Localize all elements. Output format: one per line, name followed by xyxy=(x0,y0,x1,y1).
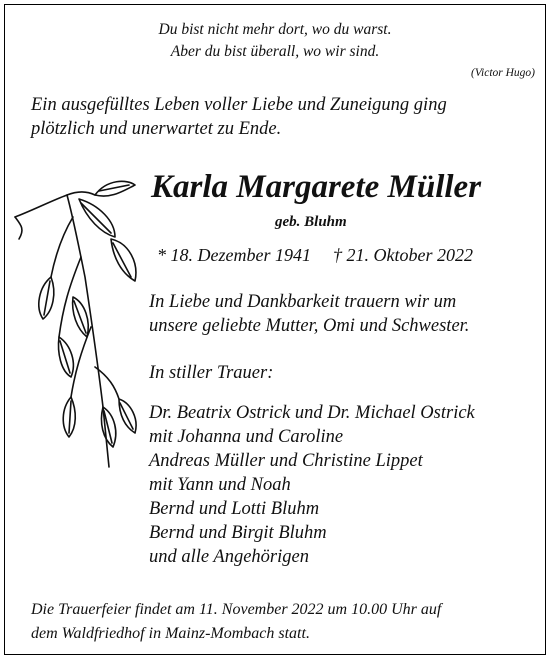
mourner-line: Bernd und Lotti Bluhm xyxy=(149,499,320,519)
death-date: † 21. Oktober 2022 xyxy=(332,245,473,265)
life-dates xyxy=(157,245,473,266)
quote xyxy=(5,19,545,63)
mourner-line: Dr. Beatrix Ostrick und Dr. Michael Ostrick xyxy=(149,403,475,423)
ceremony-info xyxy=(31,598,531,646)
mourners-list xyxy=(149,401,475,569)
birth-date: * 18. Dezember 1941 xyxy=(157,245,311,265)
intro-line-2: plötzlich und unerwartet zu Ende. xyxy=(31,119,282,139)
mourner-line: Bernd und Birgit Bluhm xyxy=(149,523,327,543)
quote-line-1: Du bist nicht mehr dort, wo du warst. xyxy=(158,21,392,38)
thanks-line-2: unsere geliebte Mutter, Omi und Schwester. xyxy=(149,316,470,336)
ceremony-line-2: dem Waldfriedhof in Mainz-Mombach statt. xyxy=(31,625,310,642)
intro-text xyxy=(31,93,531,141)
mourner-line: und alle Angehörigen xyxy=(149,547,309,567)
quote-line-2: Aber du bist überall, wo wir sind. xyxy=(170,43,380,60)
quote-author: (Victor Hugo) xyxy=(471,67,535,79)
mourning-heading: In stiller Trauer: xyxy=(149,363,274,383)
ceremony-line-1: Die Trauerfeier findet am 11. November 2022 um 10.00 Uhr auf xyxy=(31,601,442,618)
mourner-line: mit Yann und Noah xyxy=(149,475,291,495)
intro-line-1: Ein ausgefülltes Leben voller Liebe und Zuneigung ging xyxy=(31,95,447,115)
maiden-name: geb. Bluhm xyxy=(275,214,347,230)
thanks-line-1: In Liebe und Dankbarkeit trauern wir um xyxy=(149,292,457,312)
obituary-notice xyxy=(4,4,546,655)
mourner-line: mit Johanna und Caroline xyxy=(149,427,344,447)
mourner-line: Andreas Müller und Christine Lippet xyxy=(149,451,423,471)
birch-branch-icon xyxy=(11,177,143,477)
deceased-name: Karla Margarete Müller xyxy=(151,169,482,205)
thanks-text xyxy=(149,290,539,338)
